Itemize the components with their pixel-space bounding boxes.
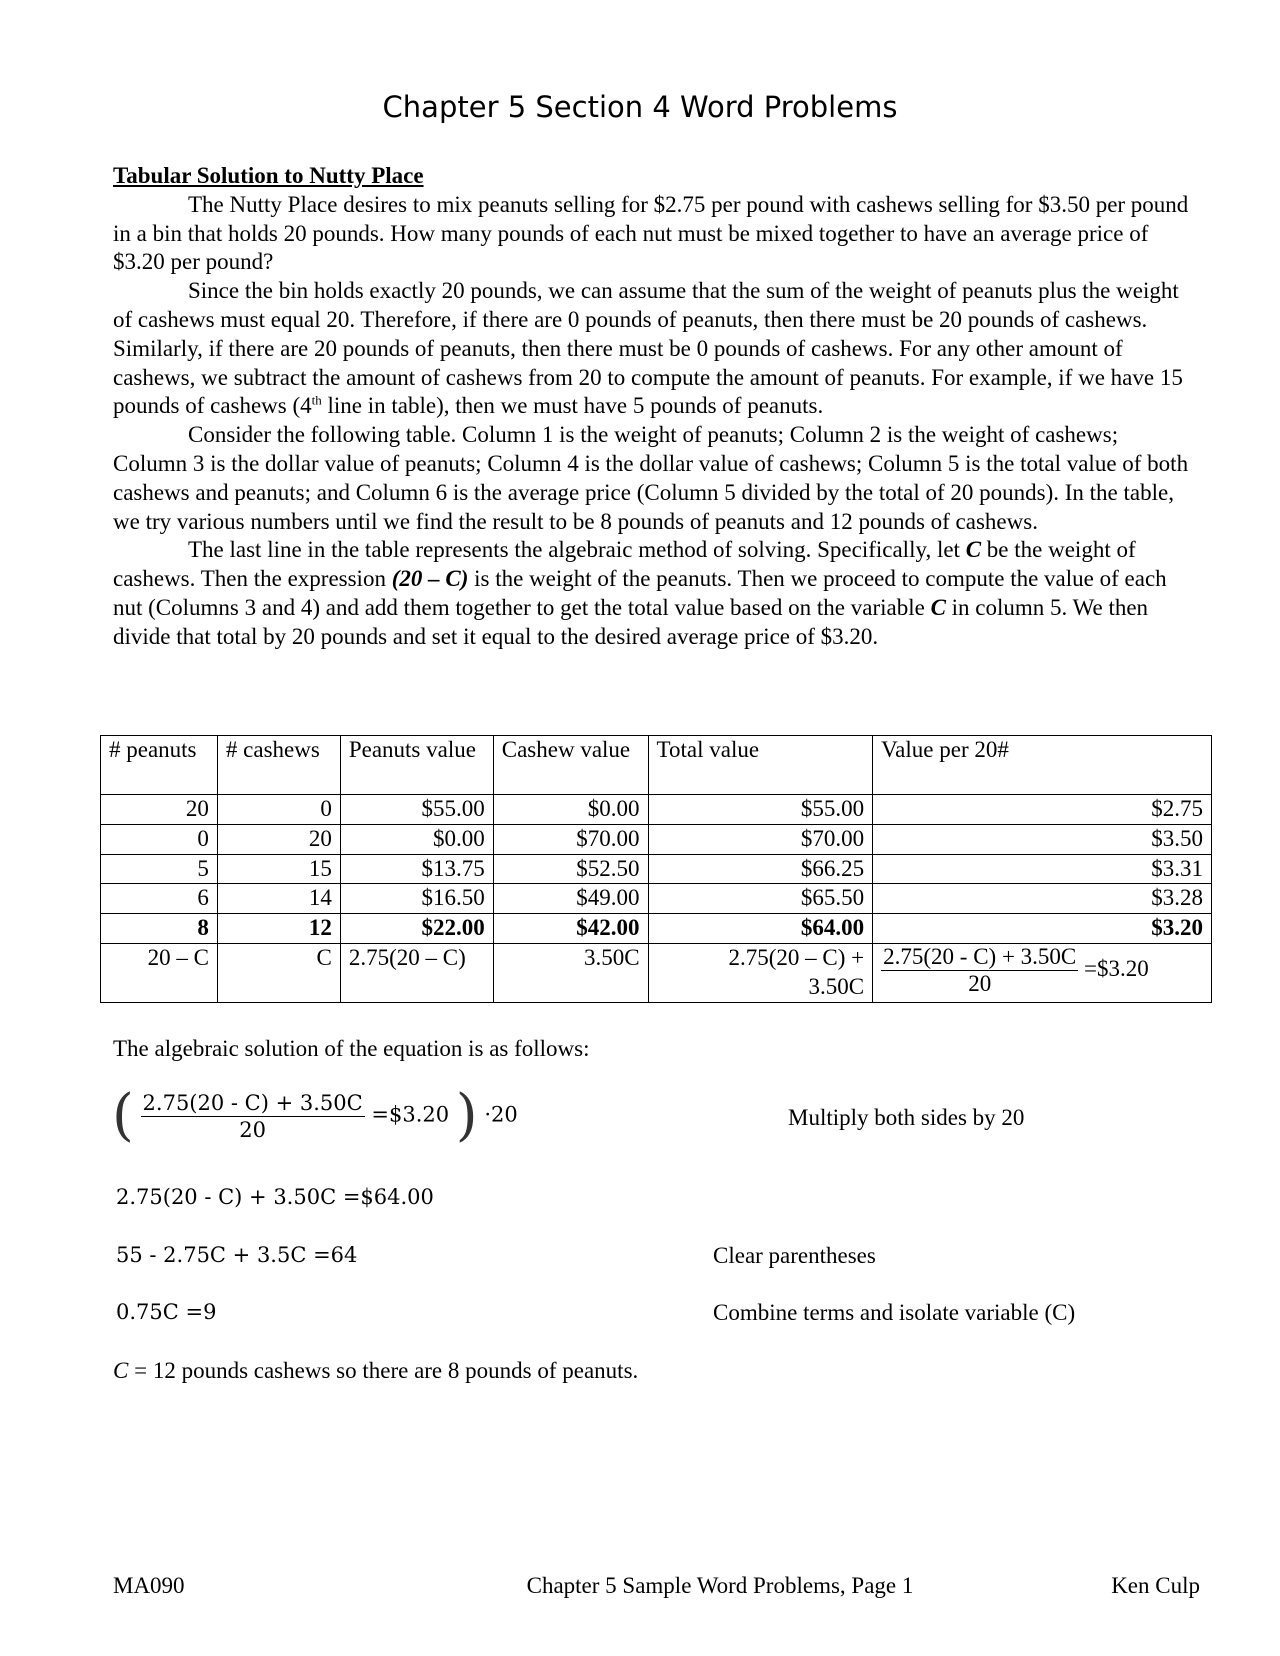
ordinal-superscript: th [311,392,322,408]
table-cell: 2.75(20 – C) [340,943,493,1002]
table-cell [648,943,873,1002]
footer-page-info: Chapter 5 Sample Word Problems, Page 1 [526,1573,914,1598]
table-cell: 8 [101,914,218,944]
table-cell: $3.31 [873,854,1212,884]
step-4-note: Combine terms and isolate variable (C) [713,1300,1076,1325]
fraction-numerator: 2.75(20 - C) + 3.50C [142,1090,363,1115]
table-cell: 12 [217,914,340,944]
table-cell: $65.50 [648,884,873,914]
algebra-text-3: is the weight of the peanuts. Then we proceed to compute the value of each nut (Columns 3 and 4) and add them together to get the total value based on the variable [113,566,1167,620]
table-cell: $3.28 [873,884,1212,914]
algebra-text-4: in column 5. We then divide that total by 20 pounds and set it equal to the desired average price of $3.20. [113,594,1149,649]
equation-rhs: =$3.20 [371,1102,450,1127]
table-cell: C [217,943,340,1002]
table-cell: 14 [217,884,340,914]
table-cell: $0.00 [340,824,493,854]
multiplier: ·20 [484,1102,518,1127]
table-cell: $0.00 [493,795,648,825]
section-subheading: Tabular Solution to Nutty Place [113,163,424,188]
column-header: Peanuts value [340,736,493,795]
table-cell: $64.00 [648,914,873,944]
mixture-table [100,735,1212,1003]
table-cell: $70.00 [648,824,873,854]
step-1-fraction [141,1090,365,1143]
step-1-equation [112,1083,518,1148]
footer-course: MA090 [113,1573,185,1598]
table-cell: 20 – C [101,943,218,1002]
total-expression-line-2: 3.50C [808,973,865,999]
conclusion [113,1358,638,1384]
conclusion-text: = 12 pounds cashews so there are 8 pounds of peanuts. [128,1358,639,1383]
explanation-text-b: line in table), then we must have 5 pounds of peanuts. [321,393,824,419]
fraction-denominator: 20 [239,1117,266,1142]
table-cell: 20 [217,824,340,854]
explanation-text-a: Since the bin holds exactly 20 pounds, we can assume that the sum of the weight of peanuts plus the weight of cashews must equal 20. Therefore, if there are 0 pounds of peanuts, then there must be 20 pounds of cashews. Similarly, if there are 20 pounds of peanuts, then there must be 0 pounds of cashews. For any other amount of cashews, we subtract the amount of cashews from 20 to compute the amount of peanuts. For example, if we have 15 pounds of cashews (4 [113,278,1183,419]
column-header: Total value [648,736,873,795]
step-3-equation: 55 - 2.75C + 3.5C =64 [116,1243,358,1267]
algebraic-row [101,943,1212,1002]
table-cell [873,943,1212,1002]
table-cell: $22.00 [340,914,493,944]
conclusion-variable: C [113,1358,129,1383]
table-cell: $3.50 [873,824,1212,854]
table-cell: $42.00 [493,914,648,944]
table-cell: $49.00 [493,884,648,914]
step-4-equation: 0.75C =9 [116,1300,217,1324]
table-cell: $66.25 [648,854,873,884]
table-cell: $16.50 [340,884,493,914]
page-title: Chapter 5 Section 4 Word Problems [382,90,898,124]
table-row [101,824,1212,854]
table-cell: 0 [217,795,340,825]
average-equation [881,944,1203,997]
column-header: Cashew value [493,736,648,795]
fraction-denominator: 20 [968,970,992,996]
expression: (20 – C) [391,566,469,592]
right-paren: ) [455,1083,478,1148]
solution-row [101,914,1212,944]
algebra-paragraph [113,536,1193,651]
average-fraction [881,944,1078,997]
left-paren: ( [112,1083,134,1148]
table-description-paragraph: Consider the following table. Column 1 is the weight of peanuts; Column 2 is the weight of cashews; Column 3 is the dollar value of peanuts; Column 4 is the dollar value of cashews; Column 5 is the total value of both cashews and peanuts; and Column 6 is the average price (Column 5 divided by the total of 20 pounds). In the table, we try various numbers until we find the result to be 8 pounds of peanuts and 12 pounds of cashews. [113,422,1189,534]
table-cell: $3.20 [873,914,1212,944]
variable-c: C [930,594,946,620]
column-header: # cashews [217,736,340,795]
table-cell: $13.75 [340,854,493,884]
table-cell: 6 [101,884,218,914]
algebra-text-2: be the weight of cashews. Then the expression [113,537,1136,592]
column-header: Value per 20# [873,736,1212,795]
table-cell: 0 [101,824,218,854]
explanation-paragraph [113,277,1193,421]
problem-paragraph: The Nutty Place desires to mix peanuts selling for $2.75 per pound with cashews selling for $3.50 per pound in a bin that holds 20 pounds. How many pounds of each nut must be mixed together to have an average price of $3.20 per pound? [113,191,1189,275]
table-header-row [101,736,1212,795]
column-header: # peanuts [101,736,218,795]
algebra-text-1: The last line in the table represents the algebraic method of solving. Specifically, let [188,537,966,563]
table-cell: 3.50C [493,943,648,1002]
table-cell: $52.50 [493,854,648,884]
variable-c: C [965,537,982,563]
table-cell: 5 [101,854,218,884]
table-row [101,884,1212,914]
table-cell: 15 [217,854,340,884]
table-cell: $2.75 [873,795,1212,825]
table-cell: $55.00 [340,795,493,825]
fraction-numerator: 2.75(20 - C) + 3.50C [883,943,1077,969]
body-text [113,162,1193,652]
total-expression-line-1: 2.75(20 – C) + [728,944,865,970]
table-cell: 20 [101,795,218,825]
step-3-note: Clear parentheses [713,1243,876,1268]
footer-author: Ken Culp [1111,1573,1200,1598]
step-1-note: Multiply both sides by 20 [788,1105,1025,1130]
solution-intro: The algebraic solution of the equation is as follows: [113,1036,590,1061]
table-row [101,795,1212,825]
equation-rhs: =$3.20 [1084,955,1149,981]
table-cell: $55.00 [648,795,873,825]
step-2-equation: 2.75(20 - C) + 3.50C =$64.00 [116,1185,434,1209]
table-row [101,854,1212,884]
table-cell: $70.00 [493,824,648,854]
